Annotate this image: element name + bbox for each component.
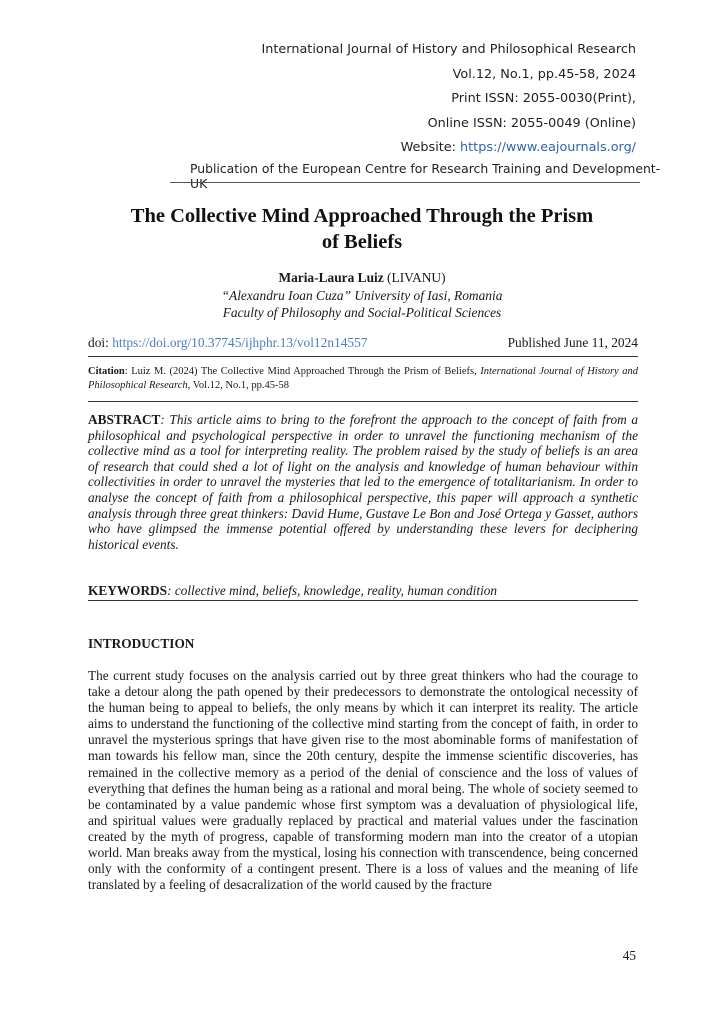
author-line <box>90 269 634 287</box>
website-link[interactable]: https://www.eajournals.org/ <box>460 140 636 155</box>
header-divider <box>170 182 640 183</box>
author-block <box>90 269 634 322</box>
keywords-text: : collective mind, beliefs, knowledge, reality, human condition <box>167 583 498 598</box>
publisher-line: Publication of the European Centre for Research Training and Development-UK <box>190 161 661 191</box>
website-label: Website: <box>400 140 461 155</box>
doi-divider <box>88 356 638 357</box>
introduction-heading: INTRODUCTION <box>88 636 195 651</box>
journal-header <box>262 38 636 161</box>
citation-text: : Luiz M. (2024) The Collective Mind Approached Through the Prism of Beliefs, <box>124 366 481 377</box>
page-number: 45 <box>622 948 636 963</box>
published-date: Published June 11, 2024 <box>507 335 638 350</box>
keywords-label: KEYWORDS <box>88 583 168 598</box>
citation-block <box>88 365 638 392</box>
affiliation-faculty: Faculty of Philosophy and Social-Political Sciences <box>222 305 502 320</box>
keywords-block <box>88 583 638 599</box>
title-line-2: of Beliefs <box>321 231 403 253</box>
citation-journal: International Journal of History and Philosophical Research, <box>88 366 638 391</box>
article-title <box>90 203 634 255</box>
author-name: Maria-Laura Luiz <box>278 270 384 285</box>
author-alias: (LIVANU) <box>383 270 446 285</box>
doi-label: doi: <box>88 335 113 350</box>
doi-link[interactable]: https://doi.org/10.37745/ijhphr.13/vol12n14557 <box>112 335 368 350</box>
keywords-divider <box>88 600 638 601</box>
online-issn: Online ISSN: 2055-0049 (Online) <box>427 115 636 131</box>
title-line-1: The Collective Mind Approached Through the Prism <box>130 205 594 227</box>
citation-divider <box>88 401 638 402</box>
abstract-text: : This article aims to bring to the forefront the approach to the concept of faith from a philosophical and psychological perspective in order to unravel the functioning mechanism of the collective mind as a tool for interpreting reality. The problem raised by the study of beliefs is an area of research that could shed a lot of light on the analysis and knowledge of human behaviour within collectivities in order to unravel the mysteries that led to the emergence of totalitarianism. In order to analyse the concept of faith from a philosophical perspective, this paper will approach a synthetic analysis through three great thinkers: David Hume, Gustave Le Bon and José Ortega y Gasset, authors who have glimpsed the immense potential offered by understanding these levers for deciphering historical events. <box>88 412 638 552</box>
citation-volume: Vol.12, No.1, pp.45-58 <box>190 379 290 391</box>
website-line <box>262 136 636 161</box>
journal-name: International Journal of History and Philosophical Research <box>261 42 636 57</box>
introduction-body: The current study focuses on the analysis carried out by three great thinkers who had the courage to take a detour along the path opened by their predecessors to demonstrate the ontological necessity of the human being to appeal to beliefs, the only means by which it can interpret its reality. The article aims to understand the functioning of the collective mind starting from the concept of faith, in order to unravel the mysterious springs that have given rise to the most abominable forms of manifestation of man towards his fellow man, since the 20th century, despite the immense scientific discoveries, has remained in the collective memory as a period of the denial of conscience and the loss of values of everything that defines the human being as a rational and moral being. The whole of society seemed to be contaminated by a value pandemic whose first symptom was a devaluation of physiological life, and spiritual values were gradually replaced by practical and material values under the fascination created by the myth of progress, capable of transforming modern man into the creator of a utopian world. Man breaks away from the mystical, losing his connection with transcendence, being concerned only with the conformity of a contingent present. There is a loss of values and the meaning of life translated by a feeling of desacralization of the world caused by the fracture <box>88 668 638 893</box>
abstract-block <box>88 412 638 552</box>
affiliation-university: “Alexandru Ioan Cuza” University of Iasi, Romania <box>221 287 503 303</box>
journal-volume: Vol.12, No.1, pp.45-58, 2024 <box>452 66 636 82</box>
doi-row <box>88 335 638 351</box>
abstract-label: ABSTRACT <box>88 412 161 427</box>
print-issn: Print ISSN: 2055-0030(Print), <box>451 91 636 106</box>
citation-label: Citation <box>88 366 125 377</box>
